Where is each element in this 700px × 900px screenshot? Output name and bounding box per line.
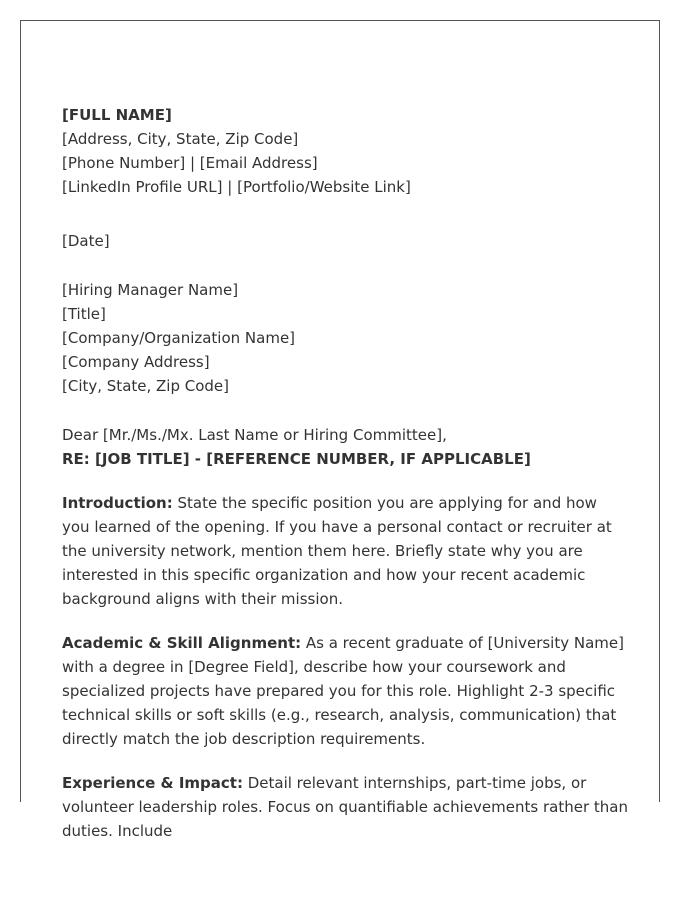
spacer bbox=[62, 199, 628, 229]
spacer bbox=[62, 471, 628, 491]
paragraph-academic bbox=[62, 631, 628, 751]
spacer bbox=[62, 751, 628, 771]
paragraph-heading: Academic & Skill Alignment: bbox=[62, 634, 302, 652]
paragraph-experience bbox=[62, 771, 628, 843]
recipient-company: [Company/Organization Name] bbox=[62, 329, 296, 347]
spacer bbox=[62, 398, 628, 423]
letter-page bbox=[20, 20, 660, 840]
paragraph-introduction bbox=[62, 491, 628, 611]
recipient-name: [Hiring Manager Name] bbox=[62, 281, 239, 299]
sender-contact: [Phone Number] | [Email Address] bbox=[62, 154, 318, 172]
sender-address: [Address, City, State, Zip Code] bbox=[62, 130, 299, 148]
paragraph-heading: Experience & Impact: bbox=[62, 774, 243, 792]
sender-links: [LinkedIn Profile URL] | [Portfolio/Website Link] bbox=[62, 178, 411, 196]
paragraph-text: State the specific position you are applying for and how you learned of the opening. If you have a personal contact or recruiter at the university network, mention them here. Briefly state why you are interested in this specific organization and how your recent academic background aligns with their mission. bbox=[62, 494, 612, 608]
recipient-city: [City, State, Zip Code] bbox=[62, 377, 230, 395]
salutation: Dear [Mr./Ms./Mx. Last Name or Hiring Committee], bbox=[62, 426, 447, 444]
letter-body bbox=[62, 103, 628, 843]
recipient-block bbox=[62, 278, 628, 398]
paragraph-heading: Introduction: bbox=[62, 494, 173, 512]
spacer bbox=[62, 253, 628, 278]
paragraph-text: As a recent graduate of [University Name] with a degree in [Degree Field], describe how your coursework and specialized projects have prepared you for this role. Highlight 2-3 specific technical skills or soft skills (e.g., research, analysis, communication) that directly match the job description requirements. bbox=[62, 634, 624, 748]
recipient-title: [Title] bbox=[62, 305, 106, 323]
recipient-address: [Company Address] bbox=[62, 353, 210, 371]
paragraph-text: Detail relevant internships, part-time jobs, or volunteer leadership roles. Focus on quantifiable achievements rather than duties. Include bbox=[62, 774, 628, 840]
letter-date: [Date] bbox=[62, 232, 110, 250]
subject-line: RE: [JOB TITLE] - [REFERENCE NUMBER, IF APPLICABLE] bbox=[62, 450, 531, 468]
spacer bbox=[62, 611, 628, 631]
sender-block bbox=[62, 103, 628, 199]
sender-full-name: [FULL NAME] bbox=[62, 106, 172, 124]
